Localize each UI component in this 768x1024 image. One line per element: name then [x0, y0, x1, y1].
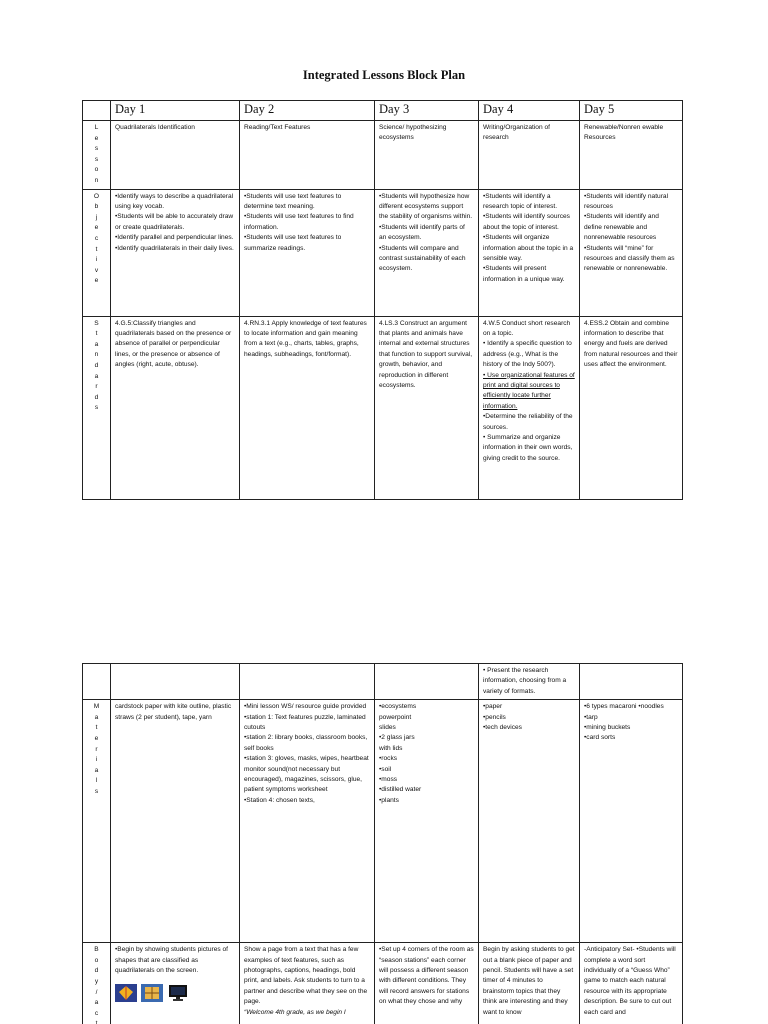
standards-letter: a [94, 372, 99, 380]
objective-letter: v [94, 266, 99, 274]
objective-item: •Students will be able to accurately draw or create quadrilaterals. [115, 213, 234, 231]
lesson-letter: o [94, 166, 99, 174]
materials-item: •mining buckets [584, 724, 631, 732]
lesson-letter: n [94, 176, 99, 184]
materials-letter: s [94, 787, 99, 795]
window-picture-icon [141, 984, 163, 1002]
objective-letter: c [94, 234, 99, 242]
objective-item: •Students will use text features to summarize readings. [244, 234, 342, 252]
body-letter: c [94, 1009, 99, 1017]
body-day-2 [240, 943, 375, 1024]
objective-letter: e [94, 224, 99, 232]
objective-day-3 [375, 189, 479, 316]
computer-monitor-picture-icon [167, 984, 189, 1002]
objective-item: •Students will identify parts of an ecosystem. [379, 223, 465, 242]
day-5-header: Day 5 [580, 101, 683, 121]
document-title: Integrated Lessons Block Plan [302, 68, 466, 82]
day-3-header: Day 3 [375, 101, 479, 121]
standards-row [83, 316, 683, 499]
materials-item: •Station 4: chosen texts, [244, 796, 315, 804]
materials-letter: a [94, 713, 99, 721]
standards-item: • Identify a specific question to address (e.g., What is the history of the Indy 500?). [483, 340, 572, 369]
objective-day-4 [479, 189, 580, 316]
continued-day-3 [375, 664, 479, 700]
materials-item: •station 1: Text features puzzle, laminated cutouts [244, 713, 366, 732]
continued-row [83, 664, 683, 700]
body-row [83, 943, 683, 1024]
materials-item: •Mini lesson WS/ resource guide provided [244, 703, 367, 711]
objective-day-5 [580, 189, 683, 316]
materials-item: •rocks [379, 755, 398, 763]
materials-item: with lids [379, 744, 403, 752]
continued-day-4: • Present the research information, choosing from a variety of formats. [479, 664, 580, 700]
materials-item: •card sorts [584, 734, 616, 742]
objective-row [83, 189, 683, 316]
objective-item: •Students will present information in a unique way. [483, 265, 565, 283]
continued-day-5 [580, 664, 683, 700]
standards-letter: t [95, 330, 98, 338]
body-letter: / [95, 988, 98, 996]
objective-item: •Students will use text features to find information. [244, 213, 354, 231]
standards-letter: d [94, 393, 99, 401]
materials-item: •paper [483, 703, 503, 711]
lesson-letter: s [94, 145, 99, 153]
objective-letter: e [94, 277, 99, 285]
materials-day-2 [240, 700, 375, 943]
standards-day-5: 4.ESS.2 Obtain and combine information to describe that energy and fuels are derived from natural resources and their uses affect the environment. [580, 316, 683, 499]
standards-letter: a [94, 340, 99, 348]
objective-item: •Students will identify sources about the topic of interest. •Students will organize information about the topic in a sensible way. [483, 213, 574, 262]
materials-letter: i [95, 756, 98, 764]
materials-item: slides [379, 724, 396, 732]
objective-letter: t [95, 245, 98, 253]
materials-day-4 [479, 700, 580, 943]
objective-row-label [83, 189, 111, 316]
lesson-day-2: Reading/Text Features [240, 121, 375, 190]
body-row-label [83, 943, 111, 1024]
body-letter: d [94, 967, 99, 975]
day-1-header: Day 1 [111, 101, 240, 121]
block-plan-table-bottom [82, 663, 683, 1024]
header-row [83, 101, 683, 121]
standards-day-2: 4.RN.3.1 Apply knowledge of text features to locate information and gain meaning from a text (e.g., charts, tables, graphs, headings, subheadings, font/format). [240, 316, 375, 499]
block-plan-table-top [82, 100, 683, 500]
materials-row-label [83, 700, 111, 943]
continued-day-2 [240, 664, 375, 700]
body-day-3: •Set up 4 corners of the room as “season stations” each corner will possess a different season with different conditions. They will record answers for stations on what they chose and why [375, 943, 479, 1024]
materials-item: •ecosystems [379, 703, 417, 711]
materials-item: •distilled water [379, 786, 422, 794]
body-day-1 [111, 943, 240, 1024]
day-2-header: Day 2 [240, 101, 375, 121]
body-day-4: Begin by asking students to get out a blank piece of paper and pencil. Students will have a set timer of 4 minutes to brainstorm topics that they think are interesting and they want to know [479, 943, 580, 1024]
materials-item: •station 2: library books, classroom books, self books [244, 734, 368, 752]
materials-item: •station 3: gloves, masks, wipes, heartbeat monitor sound(not necessary but encouraged), magazines, scissors, glue, patient symptoms worksheet [244, 755, 369, 794]
standards-row-label [83, 316, 111, 499]
standards-day-3: 4.LS.3 Construct an argument that plants and animals have internal and external structures that function to support survival, growth, behavior, and reproduction in different ecosystems. [375, 316, 479, 499]
objective-item: •Students will identify and define renewable and nonrenewable resources [584, 213, 659, 242]
materials-letter: r [95, 745, 98, 753]
standards-item: •Determine the reliability of the sources. [483, 413, 573, 431]
materials-item: •soil [379, 765, 392, 773]
objective-day-1 [111, 189, 240, 316]
objective-day-2 [240, 189, 375, 316]
objective-item: •Identify quadrilaterals in their daily lives. [115, 244, 234, 252]
standards-item-underlined: • Use organizational features of print and digital sources to efficiently locate further information. [483, 371, 575, 410]
corner-cell [83, 101, 111, 121]
materials-letter: e [94, 735, 99, 742]
standards-item: • Summarize and organize information in their own words, giving credit to the source. [483, 434, 573, 462]
materials-letter: M [93, 703, 100, 711]
materials-row [83, 700, 683, 943]
standards-letter: d [94, 361, 99, 369]
body-letter: o [94, 956, 99, 964]
objective-item: •Students will identify a research topic of interest. [483, 192, 558, 210]
standards-letter: r [95, 383, 98, 391]
lesson-letter: L [94, 124, 99, 131]
body-text: •Begin by showing students pictures of shapes that are classified as quadrilaterals on the screen. [115, 946, 229, 975]
objective-letter: b [94, 203, 99, 211]
materials-item: •pencils [483, 713, 506, 721]
lesson-letter: s [94, 155, 99, 163]
body-letter: y [94, 978, 99, 985]
kite-picture-icon [115, 984, 137, 1002]
objective-letter: j [95, 213, 98, 221]
continued-label-cell [83, 664, 111, 700]
objective-item: •Students will identify natural resources [584, 192, 669, 210]
materials-item: •2 glass jars [379, 734, 415, 742]
objective-letter: O [93, 192, 100, 200]
materials-item: •tarp [584, 713, 598, 721]
lesson-row [83, 121, 683, 190]
lesson-day-1: Quadrilaterals Identification [111, 121, 240, 190]
objective-item: •Students will “mine” for resources and classify them as renewable or nonrenewable. [584, 244, 675, 273]
materials-item: •plants [379, 796, 399, 804]
quadrilateral-pictures [115, 984, 235, 1002]
objective-item: •Identify parallel and perpendicular lines. [115, 234, 234, 242]
materials-item: •6 types macaroni •noodles [584, 703, 664, 711]
lesson-day-4: Writing/Organization of research [479, 121, 580, 190]
body-day-5: -Anticipatory Set- •Students will complete a word sort individually of a “Guess Who” game to match each natural resource with its appropriate description. Be sure to cut out each card and [580, 943, 683, 1024]
materials-letter: t [95, 724, 98, 732]
body-letter: B [94, 946, 99, 954]
materials-day-5 [580, 700, 683, 943]
lesson-letter: e [94, 134, 99, 142]
body-quote: “Welcome 4th grade, as we begin I [244, 1008, 346, 1016]
body-letter: t [95, 1020, 98, 1024]
body-text: Show a page from a text that has a few examples of text features, such as photographs, captions, headings, bold print, and labels. Ask students to turn to a partner and describe what they see on the page. [244, 946, 368, 1006]
objective-letter: i [95, 256, 98, 264]
standards-letter: s [94, 404, 99, 412]
lesson-row-label [83, 121, 111, 190]
materials-item: •moss [379, 776, 398, 784]
objective-item: •Students will hypothesize how different ecosystems support the stability of organisms within. [379, 192, 473, 221]
materials-letter: a [94, 766, 99, 774]
materials-item: powerpoint [379, 713, 412, 721]
lesson-day-5: Renewable/Nonren ewable Resources [580, 121, 683, 190]
standards-letter: n [94, 351, 99, 359]
objective-item: •Students will compare and contrast sustainability of each ecosystem. [379, 244, 466, 273]
materials-day-3 [375, 700, 479, 943]
continued-day-1 [111, 664, 240, 700]
standards-day-4 [479, 316, 580, 499]
objective-item: •Identify ways to describe a quadrilateral using key vocab. [115, 192, 234, 210]
materials-letter: l [95, 777, 98, 785]
day-4-header: Day 4 [479, 101, 580, 121]
standards-letter: S [94, 319, 99, 327]
materials-item: •tech devices [483, 724, 522, 732]
objective-item: •Students will use text features to determine text meaning. [244, 192, 342, 210]
standards-day-1: 4.G.5:Classify triangles and quadrilaterals based on the presence or absence of parallel or perpendicular lines, or the presence or absence of angles (right, acute, obtuse). [111, 316, 240, 499]
lesson-day-3: Science/ hypothesizing ecosystems [375, 121, 479, 190]
materials-day-1: cardstock paper with kite outline, plastic straws (2 per student), tape, yarn [111, 700, 240, 943]
body-letter: a [94, 999, 99, 1007]
standards-item: 4.W.5 Conduct short research on a topic. [483, 319, 571, 337]
